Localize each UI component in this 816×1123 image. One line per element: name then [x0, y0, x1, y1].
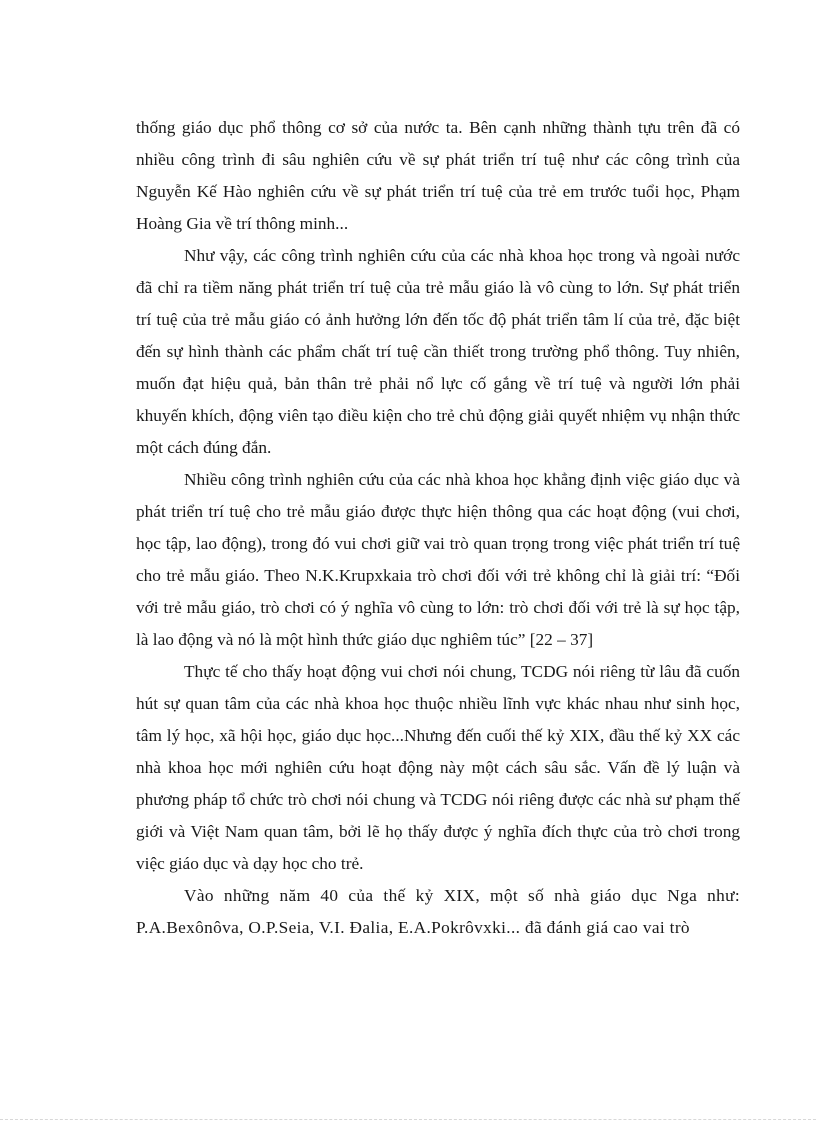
paragraph-5: Vào những năm 40 của thế kỷ XIX, một số nhà giáo dục Nga như: P.A.Bexônôva, O.P.Seia, V.I. Đalia, E.A.Pokrôvxki... đã đánh giá cao vai trò [136, 886, 740, 937]
paragraph-1: thống giáo dục phổ thông cơ sở của nước ta. Bên cạnh những thành tựu trên đã có nhiều công trình đi sâu nghiên cứu về sự phát triển trí tuệ như các công trình của Nguyễn Kế Hào nghiên cứu về sự phát triển trí tuệ của trẻ em trước tuổi học, Phạm Hoàng Gia về trí thông minh... [136, 118, 740, 233]
paragraph-3: Nhiều công trình nghiên cứu của các nhà khoa học khẳng định việc giáo dục và phát triển trí tuệ cho trẻ mẫu giáo được thực hiện thông qua các hoạt động (vui chơi, học tập, lao động), trong đó vui chơi giữ vai trò quan trọng trong việc phát triển trí tuệ cho trẻ mẫu giáo. Theo N.K.Krupxkaia trò chơi đối với trẻ không chỉ là giải trí: “Đối với trẻ mẫu giáo, trò chơi có ý nghĩa vô cùng to lớn: trò chơi đối với trẻ là sự học tập, là lao động và nó là một hình thức giáo dục nghiêm túc” [22 – 37] [136, 470, 740, 649]
body-text [136, 112, 740, 944]
paragraph-2: Như vậy, các công trình nghiên cứu của các nhà khoa học trong và ngoài nước đã chỉ ra tiềm năng phát triển trí tuệ của trẻ mẫu giáo là vô cùng to lớn. Sự phát triển trí tuệ của trẻ mẫu giáo có ảnh hưởng lớn đến tốc độ phát triển tâm lí của trẻ, đặc biệt đến sự hình thành các phẩm chất trí tuệ cần thiết trong trường phổ thông. Tuy nhiên, muốn đạt hiệu quả, bản thân trẻ phải nổ lực cố gắng về trí tuệ và người lớn phải khuyến khích, động viên tạo điều kiện cho trẻ chủ động giải quyết nhiệm vụ nhận thức một cách đúng đắn. [136, 246, 740, 457]
paragraph-4: Thực tế cho thấy hoạt động vui chơi nói chung, TCDG nói riêng từ lâu đã cuốn hút sự quan tâm của các nhà khoa học thuộc nhiều lĩnh vực khác nhau như sinh học, tâm lý học, xã hội học, giáo dục học...Nhưng đến cuối thế kỷ XIX, đầu thế kỷ XX các nhà khoa học mới nghiên cứu hoạt động này một cách sâu sắc. Vấn đề lý luận và phương pháp tổ chức trò chơi nói chung và TCDG nói riêng được các nhà sư phạm thế giới và Việt Nam quan tâm, bởi lẽ họ thấy được ý nghĩa đích thực của trò chơi trong việc giáo dục và dạy học cho trẻ. [136, 662, 740, 873]
page-bottom-divider [0, 1119, 816, 1120]
